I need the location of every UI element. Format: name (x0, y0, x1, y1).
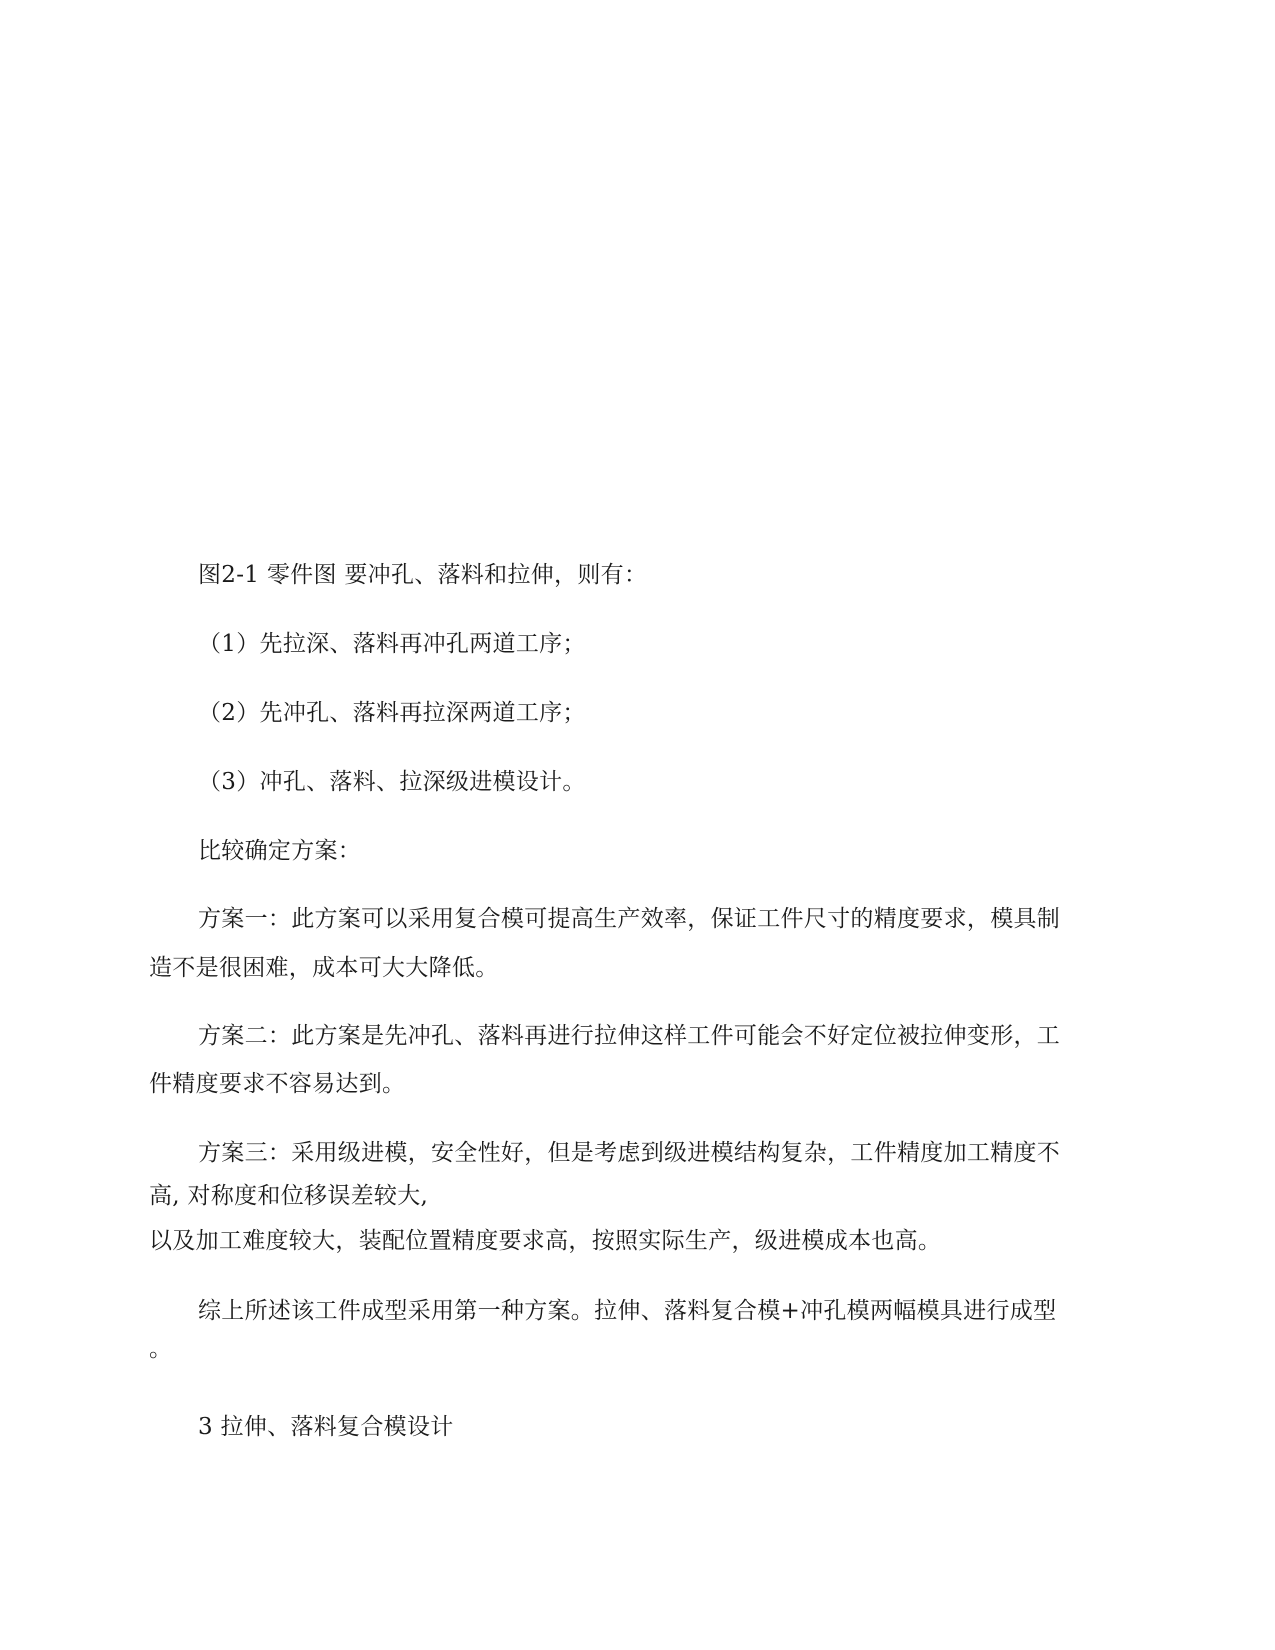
plan-3-line-1: 方案三：采用级进模，安全性好，但是考虑到级进模结构复杂，工件精度加工精度不 (198, 1140, 1061, 1166)
option-2-line: （2）先冲孔、落料再拉深两道工序； (198, 700, 586, 726)
plan-2-line-1: 方案二：此方案是先冲孔、落料再进行拉伸这样工件可能会不好定位被拉伸变形，工 (198, 1023, 1061, 1049)
plan-2-line-2: 件精度要求不容易达到。 (149, 1071, 406, 1097)
section-heading: 3 拉伸、落料复合模设计 (198, 1414, 454, 1440)
plan-1-line-2: 造不是很困难，成本可大大降低。 (149, 955, 499, 981)
option-1-line: （1）先拉深、落料再冲孔两道工序； (198, 631, 586, 657)
figure-caption-line: 图2-1 零件图 要冲孔、落料和拉伸，则有： (198, 562, 648, 588)
conclusion-line-1: 综上所述该工件成型采用第一种方案。拉伸、落料复合模+冲孔模两幅模具进行成型 (198, 1298, 1057, 1324)
plan-3-line-3: 以及加工难度较大，装配位置精度要求高，按照实际生产，级进模成本也高。 (149, 1228, 942, 1254)
option-3-line: （3）冲孔、落料、拉深级进模设计。 (198, 769, 586, 795)
plan-1-line-1: 方案一：此方案可以采用复合模可提高生产效率，保证工件尺寸的精度要求，模具制 (198, 906, 1061, 932)
plan-3-line-2: 高, 对称度和位移误差较大, (149, 1183, 429, 1209)
conclusion-line-2: 。 (149, 1336, 173, 1362)
compare-heading-line: 比较确定方案： (198, 838, 362, 864)
